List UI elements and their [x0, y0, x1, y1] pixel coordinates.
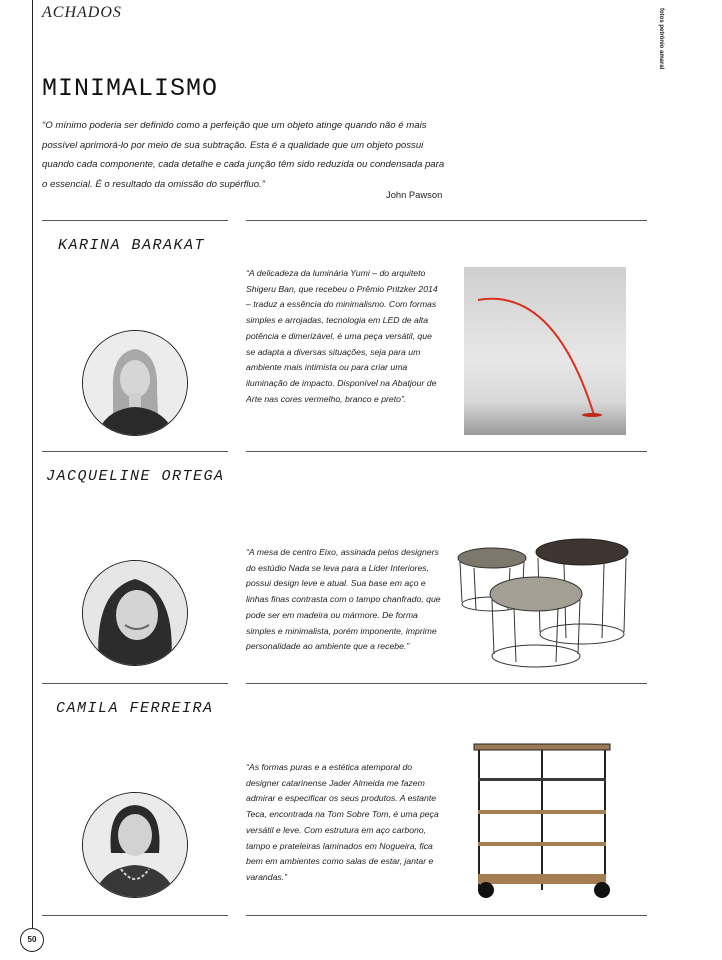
photo-credit: fotos petrônio amaral [658, 8, 664, 70]
divider [42, 451, 228, 452]
page-title: MINIMALISMO [42, 74, 219, 103]
yumi-lamp-photo [464, 267, 626, 435]
divider [42, 683, 228, 684]
portrait-jacqueline [83, 561, 187, 665]
avatar [82, 330, 188, 436]
teca-shelf-photo [468, 740, 616, 902]
avatar [82, 560, 188, 666]
divider [246, 915, 647, 916]
page-number: 50 [20, 928, 44, 952]
divider [246, 451, 647, 452]
intro-quote: “O mínimo poderia ser definido como a perfeição que um objeto atinge quando não é mais possível aprimorá-lo por meio de sua subtração. Esta é a qualidade que um objeto possui quando cada componente, cada detalhe e cada junção têm sido reduzida ou condensada para o essencial. É o resultado da omissão do supérfluo.” [42, 120, 445, 190]
portrait-karina [83, 331, 187, 435]
divider [246, 683, 647, 684]
divider [42, 220, 228, 221]
intro-author: John Pawson [386, 189, 443, 200]
margin-rule [32, 0, 33, 928]
divider [246, 220, 647, 221]
entry-quote: “A delicadeza da luminária Yumi – do arquiteto Shigeru Ban, que recebeu o Prêmio Pritzker 2014 – traduz a essência do minimalismo. Com formas simples e arrojadas, tecnologia em LED de alta potência e dimerizável, é uma peça versátil, que se adapta a diversas situações, seja para um ambiente mais intimista ou para criar uma iluminação de impacto. Disponível na Abatjour de Arte nas cores vermelho, branco e preto”. [246, 268, 438, 404]
avatar [82, 792, 188, 898]
designer-name: CAMILA FERREIRA [56, 700, 214, 717]
designer-name: JACQUELINE ORTEGA [46, 468, 225, 485]
designer-name: KARINA BARAKAT [58, 237, 206, 254]
entry-quote: “A mesa de centro Eixo, assinada pelos designers do estúdio Nada se leva para a Lider Interiores, possui design leve e atual. Sua base em aço e linhas finas contrasta com o tampo chanfrado, que pode ser em madeira ou mármore. De forma simples e minimalista, porém imponente, imprime personalidade ao ambiente que a recebe.” [246, 547, 441, 652]
divider [42, 915, 228, 916]
eixo-table-photo [454, 538, 634, 670]
entry-quote: “As formas puras e a estética atemporal do designer catarinense Jader Almeida me fazem admirar e especificar os seus produtos. A estante Teca, encontrada na Tom Sobre Tom, é uma peça versátil e leve. Com estrutura em aço carbono, tampo e prateleiras laminados em Nogueira, fica bem em ambientes como salas de estar, jantar e varandas.” [246, 762, 439, 882]
section-tag: ACHADOS [42, 4, 122, 21]
portrait-camila [83, 793, 187, 897]
